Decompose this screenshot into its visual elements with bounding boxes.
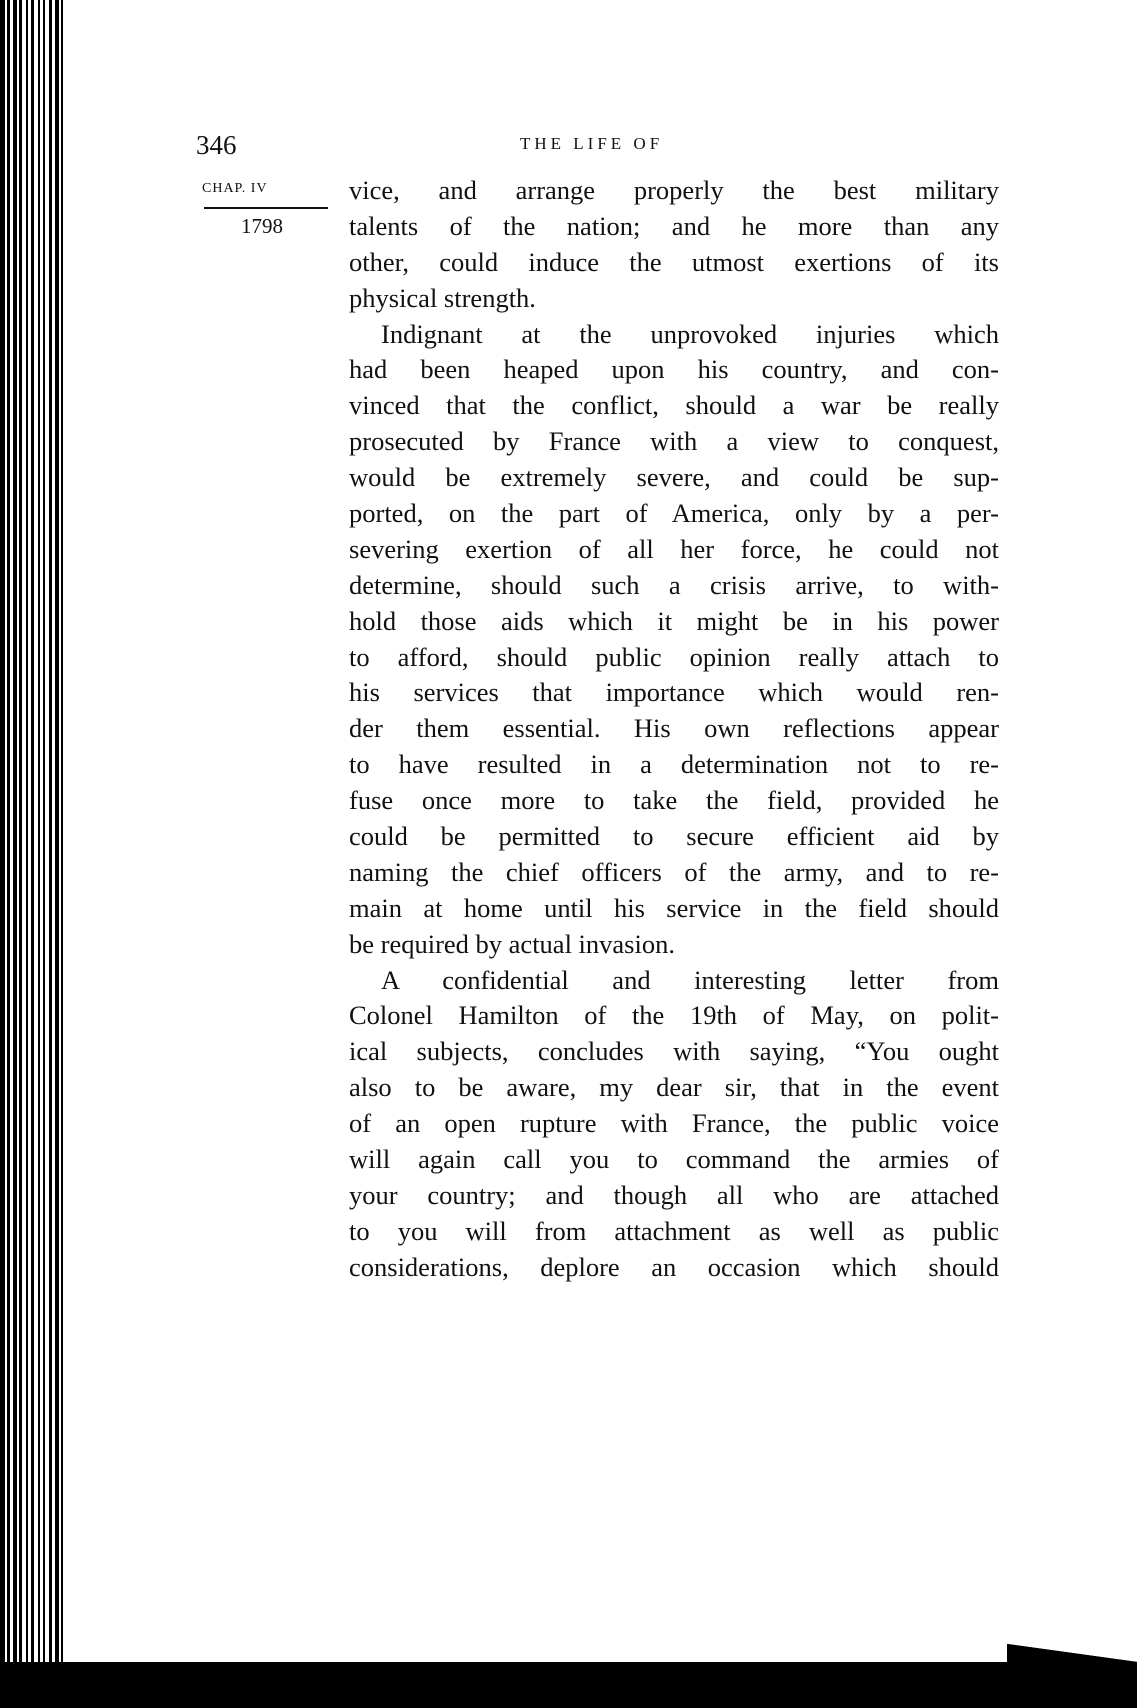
text-line: severing exertion of all her force, he could not xyxy=(349,533,999,564)
text-line: to you will from attachment as well as public xyxy=(349,1215,999,1246)
text-line: his services that importance which would ren- xyxy=(349,677,999,708)
text-line: of an open rupture with France, the public voice xyxy=(349,1108,999,1139)
text-line: determine, should such a crisis arrive, to with- xyxy=(349,569,999,600)
page-number: 346 xyxy=(196,130,237,160)
text-line: also to be aware, my dear sir, that in the event xyxy=(349,1072,999,1103)
running-head: THE LIFE OF xyxy=(520,134,664,153)
text-line: physical strength. xyxy=(349,282,536,313)
text-line: to afford, should public opinion really attach to xyxy=(349,641,999,672)
scan-bottom-edge xyxy=(0,1662,1137,1708)
text-line: ical subjects, concludes with saying, “You ought xyxy=(349,1036,999,1067)
text-line: Indignant at the unprovoked injuries which xyxy=(381,318,999,349)
text-line: fuse once more to take the field, provided he xyxy=(349,785,999,816)
text-line: considerations, deplore an occasion which should xyxy=(349,1251,999,1282)
text-line: vice, and arrange properly the best military xyxy=(349,175,999,205)
body-text xyxy=(349,173,999,1286)
text-line: other, could induce the utmost exertions of its xyxy=(349,246,999,277)
text-line: Colonel Hamilton of the 19th of May, on polit- xyxy=(349,1000,999,1031)
text-line: prosecuted by France with a view to conquest, xyxy=(349,426,999,457)
margin-rule xyxy=(204,207,328,209)
scan-binding-edge xyxy=(0,0,64,1665)
text-line: could be permitted to secure efficient aid by xyxy=(349,821,999,852)
text-line: ported, on the part of America, only by a per- xyxy=(349,498,999,529)
text-line: will again call you to command the armies of xyxy=(349,1144,999,1175)
text-line: A confidential and interesting letter from xyxy=(381,964,999,995)
text-line: be required by actual invasion. xyxy=(349,928,675,959)
text-line: your country; and though all who are attached xyxy=(349,1179,999,1210)
text-line: naming the chief officers of the army, and to re- xyxy=(349,856,999,887)
text-line: had been heaped upon his country, and con- xyxy=(349,354,999,385)
margin-year-note: 1798 xyxy=(241,214,283,238)
text-line: talents of the nation; and he more than any xyxy=(349,210,999,241)
margin-chapter-note: CHAP. IV xyxy=(202,181,268,196)
text-line: der them essential. His own reflections appear xyxy=(349,713,999,744)
text-line: would be extremely severe, and could be sup- xyxy=(349,462,999,493)
text-line: hold those aids which it might be in his power xyxy=(349,605,999,636)
text-line: vinced that the conflict, should a war be really xyxy=(349,390,999,421)
scan-shadow-wedge xyxy=(1007,1644,1137,1662)
text-line: to have resulted in a determination not to re- xyxy=(349,749,999,780)
text-line: main at home until his service in the field should xyxy=(349,892,999,923)
